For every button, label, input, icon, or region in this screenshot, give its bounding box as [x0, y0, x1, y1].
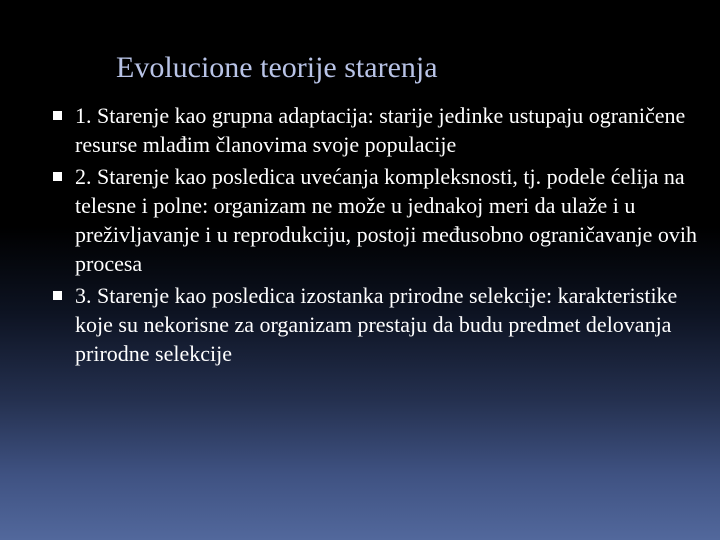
square-bullet-icon — [53, 172, 62, 181]
bullet-item-3 — [53, 281, 703, 368]
bullet-text-1: 1. Starenje kao grupna adaptacija: starije jedinke ustupaju ograničene resurse mlađim članovima svoje populacije — [75, 103, 686, 157]
bullet-text-2: 2. Starenje kao posledica uvećanja kompleksnosti, tj. podele ćelija na telesne i polne: organizam ne može u jednakoj meri da ulaže i u preživljavanje i u reprodukciju, postoji međusobno ograničavanje ovih procesa — [75, 164, 697, 276]
square-bullet-icon — [53, 291, 62, 300]
bullet-item-2 — [53, 162, 703, 278]
slide-title: Evolucione teorije starenja — [116, 51, 438, 84]
bullet-text-3: 3. Starenje kao posledica izostanka prirodne selekcije: karakteristike koje su nekorisne za organizam prestaju da budu predmet delovanja prirodne selekcije — [75, 283, 678, 366]
bullet-item-1 — [53, 101, 703, 159]
square-bullet-icon — [53, 111, 62, 120]
bullet-list — [53, 101, 703, 371]
